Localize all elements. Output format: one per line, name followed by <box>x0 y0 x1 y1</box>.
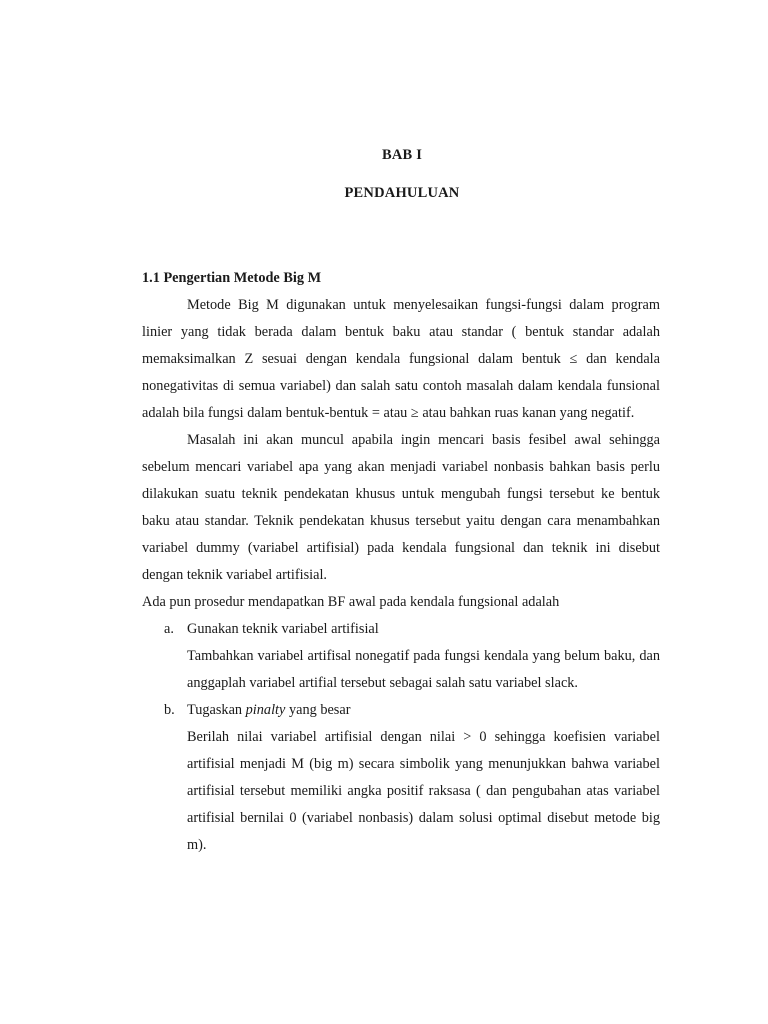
document-body <box>142 265 660 859</box>
procedure-list <box>142 616 660 859</box>
procedure-intro: Ada pun prosedur mendapatkan BF awal pada kendala fungsional adalah <box>142 594 560 610</box>
step-description: Tambahkan variabel artifisal nonegatif pada fungsi kendala yang belum baku, dan anggaplah variabel artifial tersebut sebagai salah satu variabel slack. <box>187 648 660 691</box>
chapter-title: PENDAHULUAN <box>344 185 460 201</box>
paragraph-2: Masalah ini akan muncul apabila ingin mencari basis fesibel awal sehingga sebelum mencari variabel apa yang akan menjadi variabel nonbasis bahkan basis perlu dilakukan suatu teknik pendekatan khusus untuk mengubah fungsi tersebut ke bentuk baku atau standar. Teknik pendekatan khusus tersebut yaitu dengan cara menambahkan variabel dummy (variabel artifisial) pada kendala fungsional dan teknik ini disebut dengan teknik variabel artifisial. <box>142 432 660 583</box>
step-description: Berilah nilai variabel artifisial dengan nilai > 0 sehingga koefisien variabel artifisial menjadi M (big m) secara simbolik yang menunjukkan bahwa variabel artifisial tersebut memiliki angka positif raksasa ( dan pengubahan atas variabel artifisial bernilai 0 (variabel nonbasis) dalam solusi optimal disebut metode big m). <box>187 729 660 853</box>
section-heading: 1.1 Pengertian Metode Big M <box>142 270 322 286</box>
step-title-suffix: yang besar <box>285 702 351 718</box>
list-marker: b. <box>164 702 175 718</box>
step-title-prefix: Tugaskan <box>187 702 246 718</box>
list-item <box>142 697 660 859</box>
paragraph-1: Metode Big M digunakan untuk menyelesaikan fungsi-fungsi dalam program linier yang tidak berada dalam bentuk baku atau standar ( bentuk standar adalah memaksimalkan Z sesuai dengan kendala fungsional dalam bentuk ≤ dan kendala nonegativitas di semua variabel) dan salah satu contoh masalah dalam kendala funsional adalah bila fungsi dalam bentuk-bentuk = atau ≥ atau bahkan ruas kanan yang negatif. <box>142 297 660 421</box>
step-title-italic: pinalty <box>245 702 286 718</box>
list-marker: a. <box>164 621 174 637</box>
chapter-label: BAB I <box>381 147 423 163</box>
list-item <box>142 616 660 697</box>
step-title: Gunakan teknik variabel artifisial <box>187 621 379 637</box>
step-title <box>187 697 660 724</box>
